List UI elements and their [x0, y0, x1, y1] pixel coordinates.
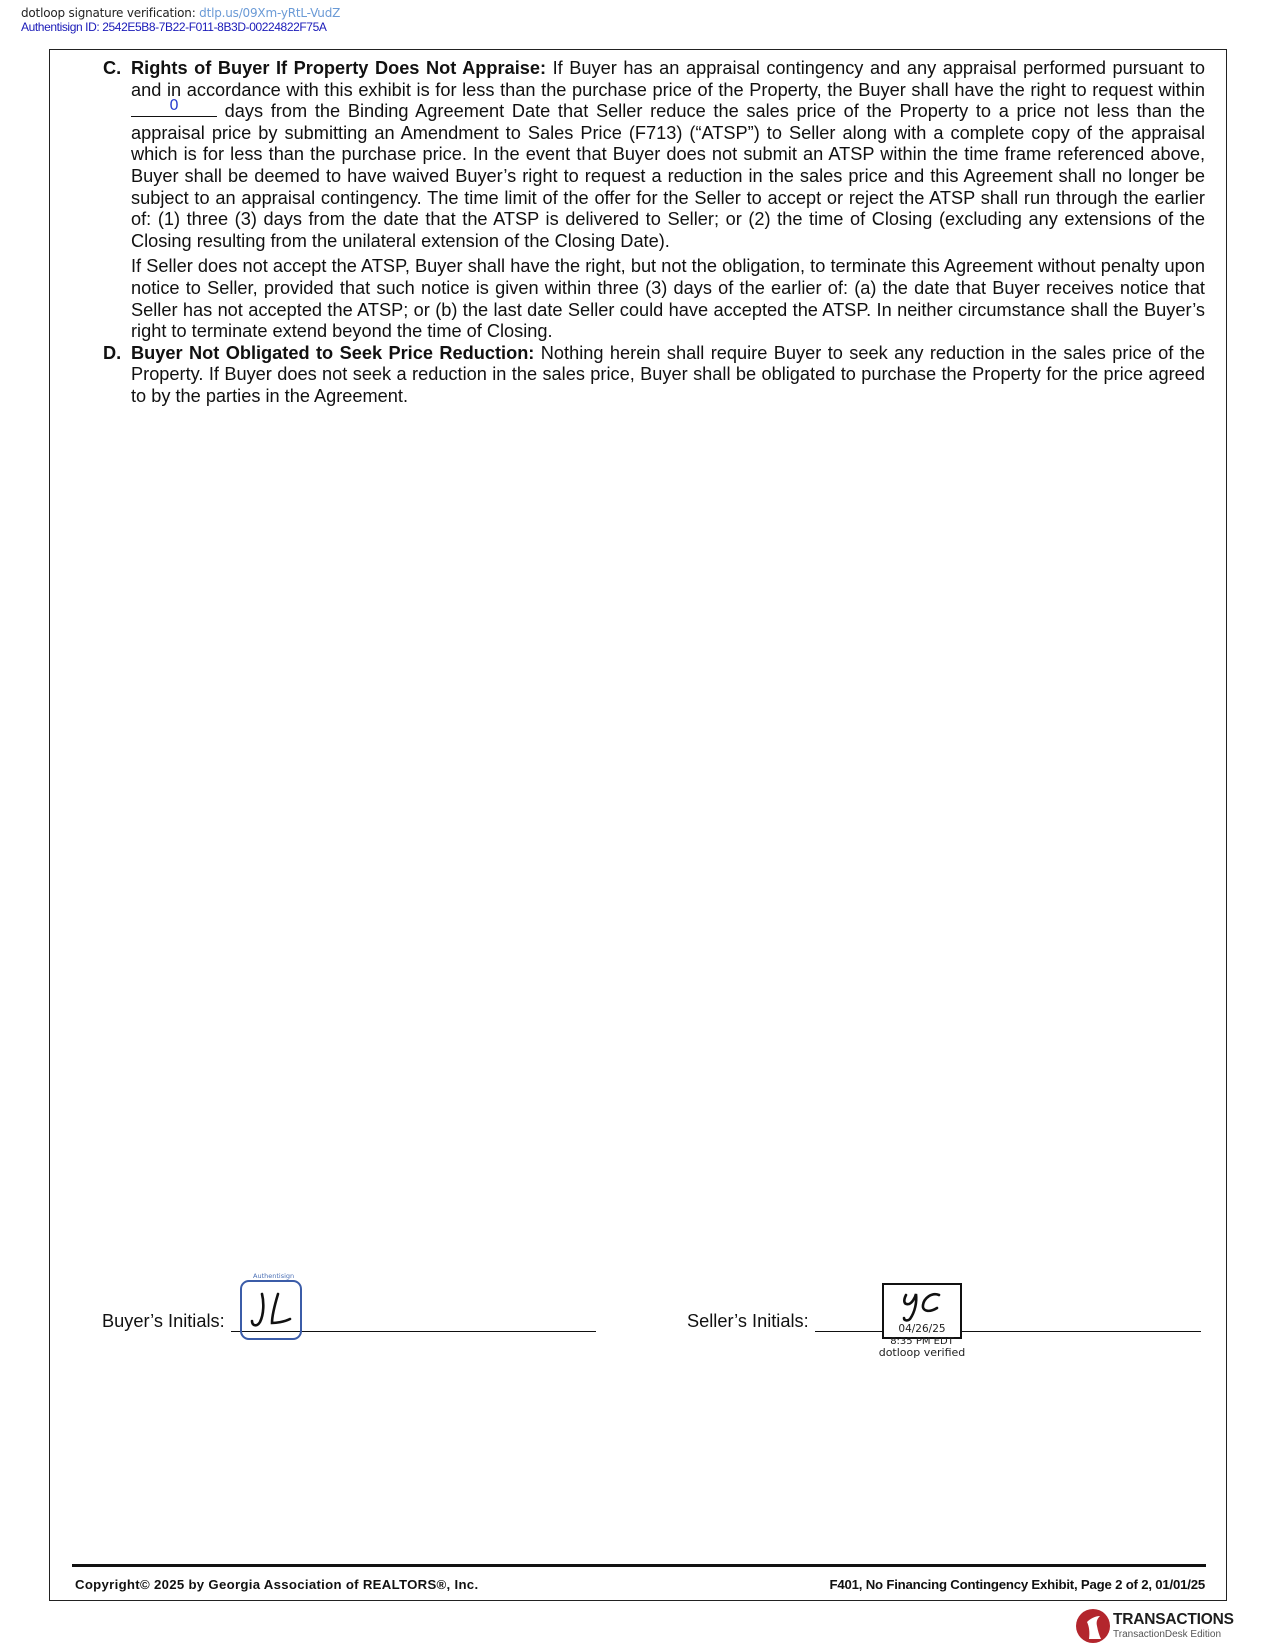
footer-copyright: Copyright© 2025 by Georgia Association of REALTORS®, Inc.	[75, 1577, 479, 1592]
transactions-logo-icon	[1075, 1608, 1111, 1644]
section-c-paragraph-1	[131, 58, 1205, 252]
days-input-field[interactable]	[131, 96, 217, 117]
dotloop-verification-line	[21, 6, 340, 20]
authentisign-id: Authentisign ID: 2542E5B8-7B22-F011-8B3D-00224822F75A	[21, 20, 327, 34]
seller-initials-label: Seller’s Initials:	[687, 1311, 809, 1331]
transactions-logo-name: TRANSACTIONS	[1113, 1611, 1234, 1628]
section-d-text: Nothing herein shall require Buyer to seek any reduction in the sales price of the Property. If Buyer does not seek a reduction in the sales price, Buyer shall be obligated to purchase the Property for the price agreed to by the parties in the Agreement.	[131, 342, 1205, 406]
buyer-initials-label: Buyer’s Initials:	[102, 1311, 225, 1331]
footer-rule	[72, 1564, 1206, 1567]
section-c-text-2: days from the Binding Agreement Date that Seller reduce the sales price of the Property to a price not less than the appraisal price by submitting an Amendment to Sales Price (F713) (“ATSP”) to Seller along with a complete copy of the appraisal which is for less than the purchase price. In the event that Buyer does not submit an ATSP within the time frame referenced above, Buyer shall be deemed to have waived Buyer’s right to request a reduction in the sales price and this Agreement shall no longer be subject to an appraisal contingency. The time limit of the offer for the Seller to accept or reject the ATSP shall run through the earlier of: (1) three (3) days from the date that the ATSP is delivered to Seller; or (2) the time of Closing (excluding any extensions of the Closing resulting from the unilateral extension of the Closing Date).	[131, 101, 1205, 251]
section-c-paragraph-2: If Seller does not accept the ATSP, Buyer shall have the right, but not the obligation, to terminate this Agreement without penalty upon notice to Seller, provided that such notice is given within three (3) days of the earlier of: (a) the date that Buyer receives notice that Seller has not accepted the ATSP; or (b) the last date Seller could have accepted the ATSP. In neither circumstance shall the Buyer’s right to terminate extend beyond the time of Closing.	[131, 256, 1205, 342]
section-d-heading: Buyer Not Obligated to Seek Price Reduction:	[131, 342, 535, 363]
section-c-letter: C.	[103, 58, 122, 78]
days-value: 0	[169, 96, 179, 115]
buyer-initials-signature	[242, 1282, 300, 1338]
seller-sign-time: 8:35 PM EDT	[890, 1336, 954, 1347]
footer-form-info: F401, No Financing Contingency Exhibit, Page 2 of 2, 01/01/25	[829, 1577, 1205, 1592]
buyer-initials-stamp[interactable]	[240, 1280, 302, 1340]
section-c-heading: Rights of Buyer If Property Does Not Appraise:	[131, 58, 547, 78]
section-c-text-1: If Buyer has an appraisal contingency and any appraisal performed pursuant to and in accordance with this exhibit is for less than the purchase price of the Property, the Buyer shall have the right to request within	[131, 58, 1206, 100]
verification-link[interactable]: dtlp.us/09Xm-yRtL-VudZ	[199, 6, 341, 20]
seller-initials-signature	[884, 1285, 960, 1325]
authentisign-stamp-label: Authentisign	[253, 1272, 295, 1280]
document-body	[101, 58, 1205, 408]
section-d-letter: D.	[103, 342, 122, 363]
dotloop-verified-label: dotloop verified	[878, 1346, 966, 1359]
transactions-logo-subtitle: TransactionDesk Edition	[1113, 1629, 1222, 1640]
section-c	[101, 58, 1205, 343]
seller-sign-date: 04/26/25	[898, 1323, 946, 1335]
verification-label: dotloop signature verification:	[21, 6, 196, 20]
seller-initials-line	[815, 1331, 1201, 1332]
section-d	[101, 343, 1205, 408]
section-d-paragraph	[131, 343, 1205, 408]
